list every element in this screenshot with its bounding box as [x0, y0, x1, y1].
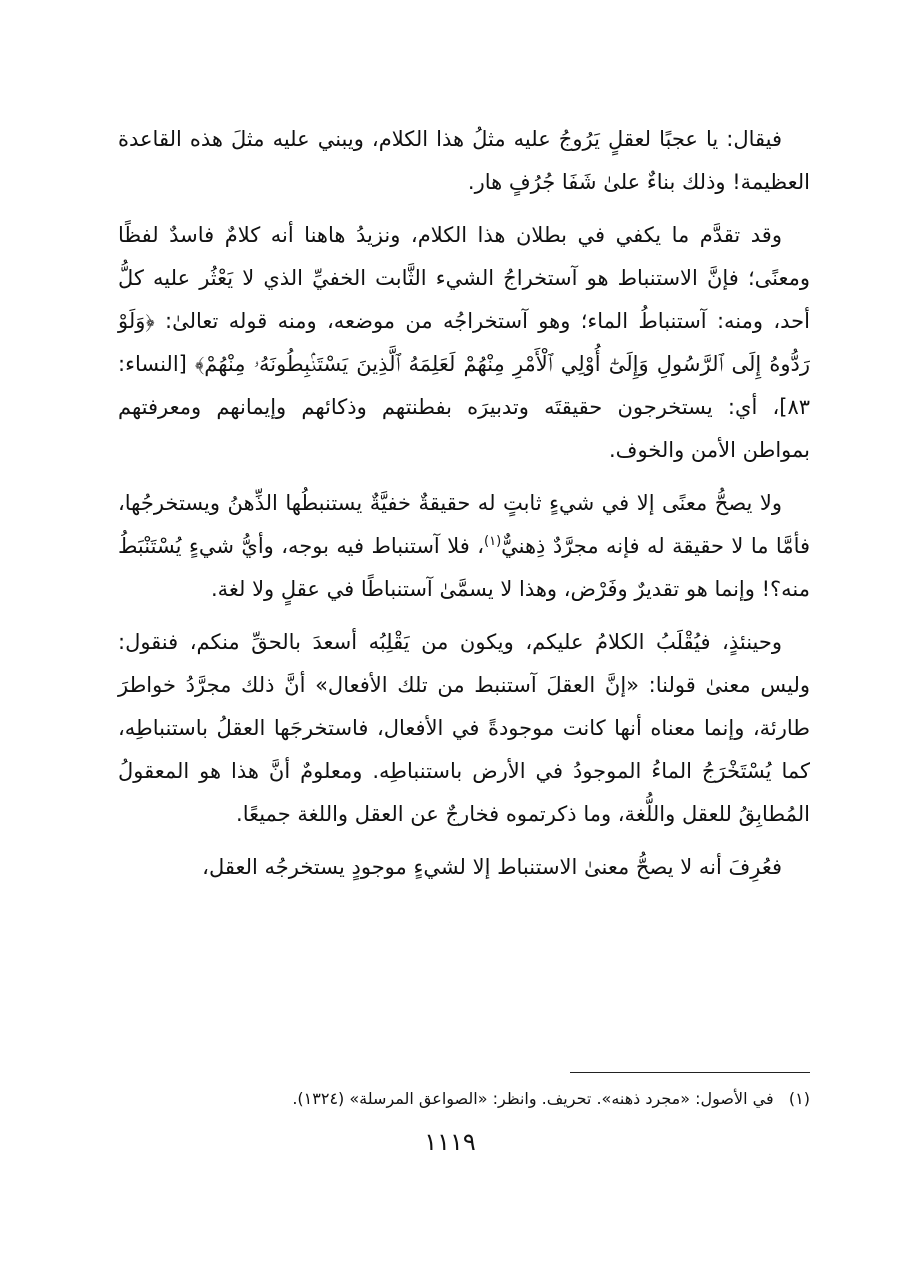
footnote-text: في الأصول: «مجرد ذهنه». تحريف. وانظر: «الصواعق المرسلة» (١٣٢٤).	[292, 1089, 774, 1108]
paragraph-3	[118, 482, 810, 611]
paragraph-5: فعُرِفَ أنه لا يصحُّ معنىٰ الاستنباط إلا لشيءٍ موجودٍ يستخرجُه العقل،	[202, 855, 782, 879]
footnote-reference: (١)	[484, 534, 502, 549]
page-number: ١١١٩	[424, 1128, 476, 1156]
paragraph-3-before-note: ولا يصحُّ معنًى إلا في شيءٍ ثابتٍ له حقيقةٌ خفيَّةٌ يستنبطُها الذِّهنُ ويستخرجُها، فأمَّا ما لا حقيقة له فإنه مجرَّدٌ ذِهنيٌّ	[118, 491, 811, 558]
paragraph-4: وحينئذٍ، فيُقْلَبُ الكلامُ عليكم، ويكون من يَقْلِبُه أسعدَ بالحقِّ منكم، فنقول: وليس معنىٰ قولنا: «إنَّ العقلَ آستنبط من تلك الأفعال» أنَّ ذلك مجرَّدُ خواطرَ طارئة، وإنما معناه أنها كانت موجودةً في الأفعال، فاستخرجَها العقلُ باستنباطِه، كما يُسْتَخْرَجُ الماءُ الموجودُ في الأرض باستنباطِه. ومعلومٌ أنَّ هذا هو المعقولُ المُطابِقُ للعقل واللُّغة، وما ذكرتموه فخارجٌ عن العقل واللغة جميعًا.	[118, 630, 810, 826]
footnote-marker: (١)	[788, 1089, 810, 1108]
paragraph-2: وقد تقدَّم ما يكفي في بطلان هذا الكلام، ونزيدُ هاهنا أنه كلامٌ فاسدٌ لفظًا ومعنًى؛ فإنَّ الاستنباط هو آستخراجُ الشيء الثَّابت الخفيِّ الذي لا يَعْثُر عليه كلُّ أحد، ومنه: آستنباطُ الماء؛ وهو آستخراجُه من موضعه، ومنه قوله تعالىٰ: ﴿وَلَوْ رَدُّوهُ إِلَى ٱلرَّسُولِ وَإِلَىٰٓ أُوْلِي ٱلْأَمْرِ مِنْهُمْ لَعَلِمَهُ ٱلَّذِينَ يَسْتَنۢبِطُونَهُۥ مِنْهُمْ﴾ [النساء: ٨٣]، أي: يستخرجون حقيقتَه وتدبيرَه بفطنتهم وذكائهم وإيمانهم ومعرفتهم بمواطن الأمن والخوف.	[118, 223, 810, 462]
footnote-separator	[570, 1072, 810, 1073]
paragraph-3-after-note: ، فلا آستنباط فيه بوجه، وأيُّ شيءٍ يُسْتَنْبَطُ منه؟! وإنما هو تقديرٌ وفَرْض، وهذا لا يسمَّىٰ آستنباطًا في عقلٍ ولا لغة.	[118, 534, 810, 601]
footnote	[118, 1086, 810, 1112]
paragraph-1: فيقال: يا عجبًا لعقلٍ يَرُوجُ عليه مثلُ هذا الكلام، ويبني عليه مثلَ هذه القاعدة العظيمة! وذلك بناءٌ علىٰ شَفَا جُرُفٍ هار.	[118, 127, 810, 194]
main-text	[118, 118, 810, 899]
